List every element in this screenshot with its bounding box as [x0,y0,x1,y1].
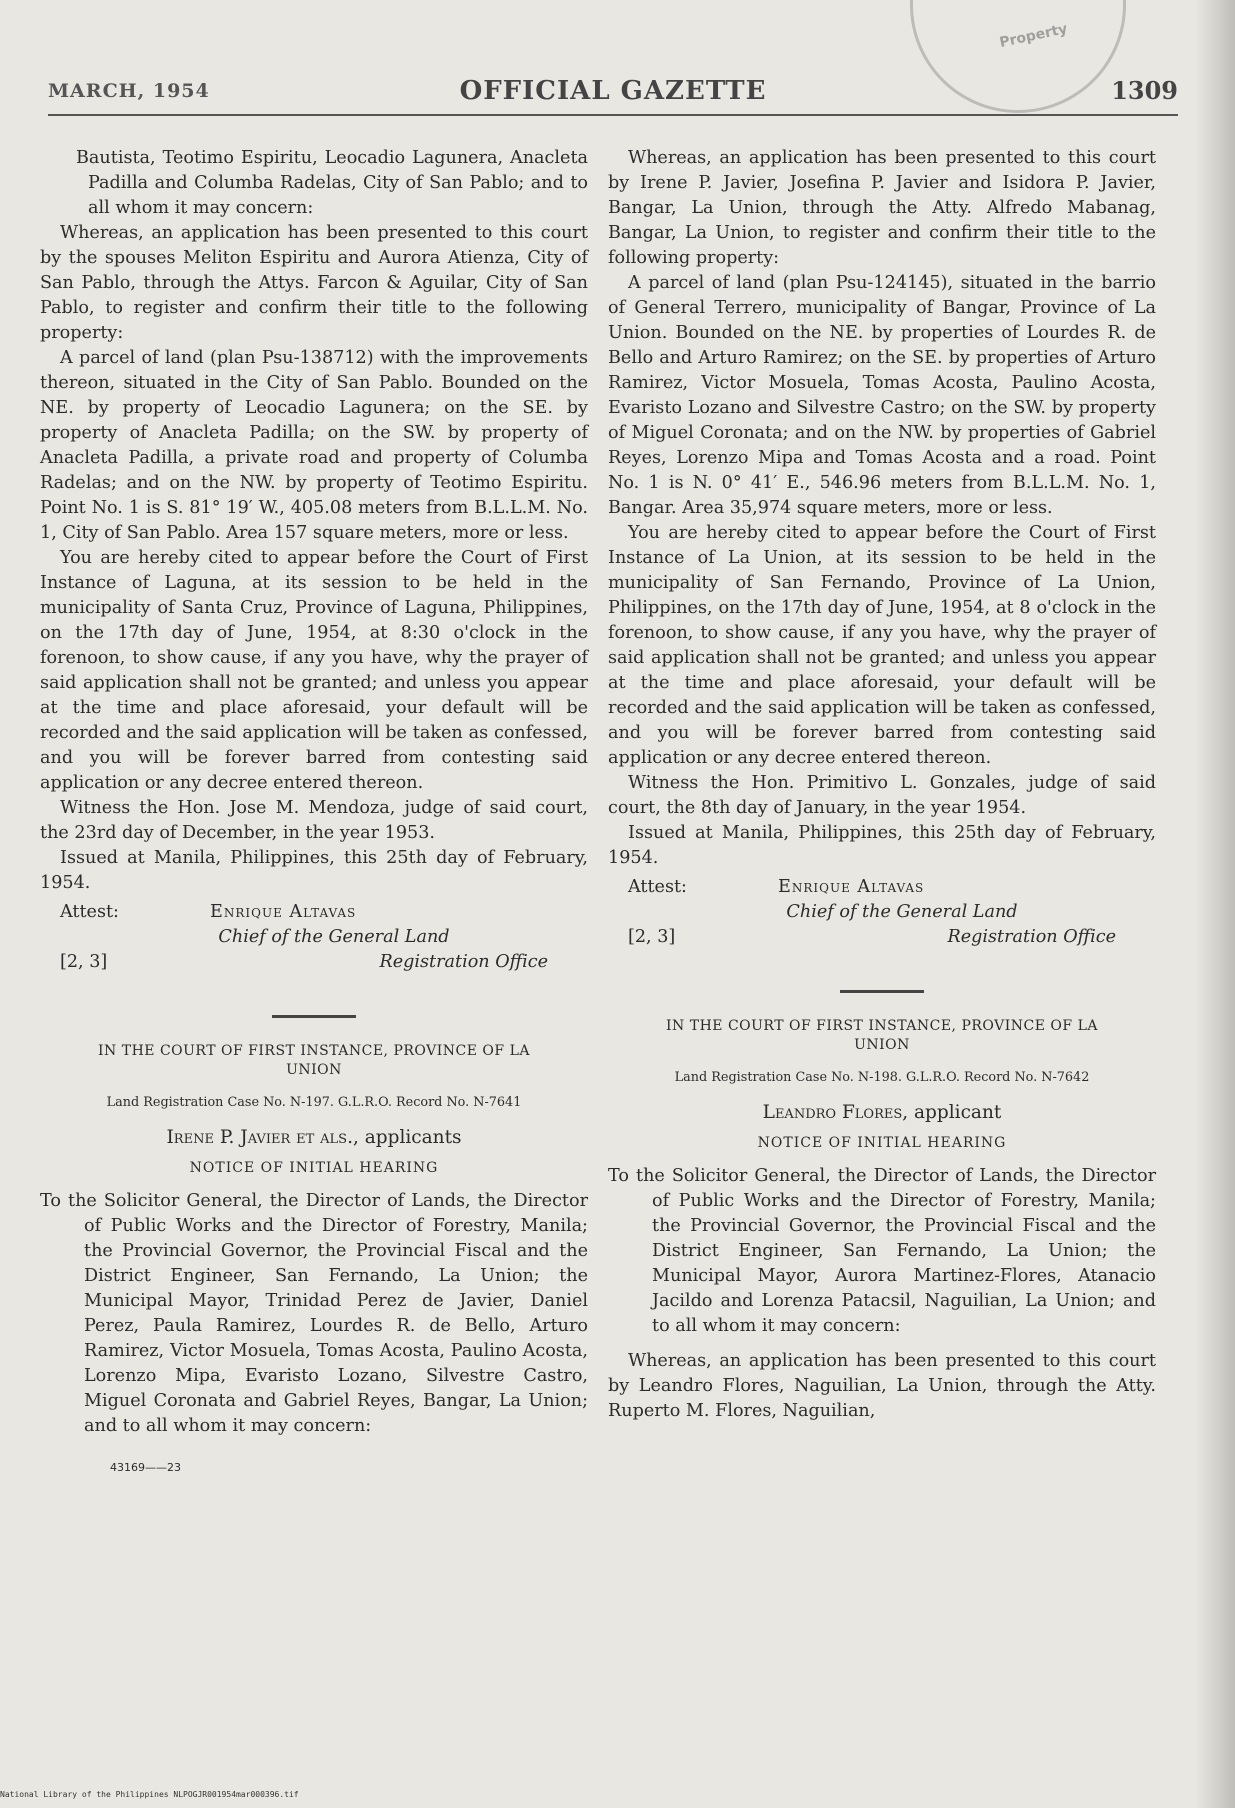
court-heading: IN THE COURT OF FIRST INSTANCE, PROVINCE OF LA UNION [98,1043,530,1078]
stamp-text: Property [998,20,1069,52]
court-heading: IN THE COURT OF FIRST INSTANCE, PROVINCE OF LA UNION [666,1018,1098,1053]
cited-paragraph: You are hereby cited to appear before the Court of First Instance of Laguna, at its session to be held in the municipality of Santa Cruz, Province of Laguna, Philippines, on the 17th day of June, 1954, at 8:30 o'clock in the forenoon, to show cause, if any you have, why the prayer of said application shall not be granted; and unless you appear at the time and place aforesaid, your default will be recorded and the said application will be taken as confessed, and you will be forever barred from contesting said application or any decree entered thereon. [40,548,588,793]
page-fold-shadow [1195,0,1235,1808]
signatory-name: Enrique Altavas [778,877,925,897]
cited-paragraph: You are hereby cited to appear before the Court of First Instance of La Union, at its session to be held in the municipality of San Fernando, Province of La Union, Philippines, on the 17th day of June, 1954, at 8 o'clock in the forenoon, to show cause, if any you have, why the prayer of said application shall not be granted; and unless you appear at the time and place aforesaid, your default will be recorded and the said application will be taken as confessed, and you will be forever barred from contesting said application or any decree entered thereon. [608,523,1156,768]
issue-numbers: [2, 3] [60,952,108,972]
applicant-line [608,1100,1156,1125]
attest-line [40,900,588,925]
witness-paragraph: Witness the Hon. Jose M. Mendoza, judge of said court, the 23rd day of December, in the year 1953. [40,798,588,843]
header-date: MARCH, 1954 [48,80,210,102]
whereas-paragraph: Whereas, an application has been presented to this court by Irene P. Javier, Josefina P. Javier and Isidora P. Javier, Bangar, La Union, through the Atty. Alfredo Mabanag, Bangar, La Union, to register and confirm their title to the following property: [608,148,1156,268]
notice-heading: NOTICE OF INITIAL HEARING [189,1160,439,1176]
applicant-name: Leandro Flores [762,1102,903,1123]
case-number: Land Registration Case No. N-198. G.L.R.O. Record No. N-7642 [674,1070,1090,1085]
applicant-name: Irene P. Javier et als. [166,1127,353,1148]
signatory-office: Registration Office [379,952,548,972]
whereas-paragraph: Whereas, an application has been presented to this court by the spouses Meliton Espiritu and Aurora Atienza, City of San Pablo, through the Attys. Farcon & Aguilar, City of San Pablo, to register and confirm their title to the following property: [40,223,588,343]
header-title: OFFICIAL GAZETTE [459,76,767,106]
attest-line [608,875,1156,900]
parcel-paragraph: A parcel of land (plan Psu-138712) with the improvements thereon, situated in the City of San Pablo. Bounded on the NE. by property of Leocadio Lagunera; on the SE. by property of Anacleta Padilla; on the SW. by property of Anacleta Padilla, a private road and property of Columba Radelas; and on the NW. by property of Teotimo Espiritu. Point No. 1 is S. 81° 19′ W., 405.08 meters from B.L.L.M. No. 1, City of San Pablo. Area 157 square meters, more or less. [40,348,588,543]
issue-numbers: [2, 3] [628,927,676,947]
addressee-paragraph: To the Solicitor General, the Director of Lands, the Director of Public Works and the Director of Forestry, Manila; the Provincial Governor, the Provincial Fiscal and the District Engineer, San Fernando, La Union; the Municipal Mayor, Aurora Martinez-Flores, Atanacio Jacildo and Lorenza Patacsil, Naguilian, La Union; and to all whom it may concern: [608,1166,1156,1336]
signatory-row [40,950,588,975]
signatory-title: Chief of the General Land [786,902,1018,922]
attest-label: Attest: [60,902,119,922]
witness-paragraph: Witness the Hon. Primitivo L. Gonzales, judge of said court, the 8th day of January, in the year 1954. [608,773,1156,818]
whereas-paragraph-2: Whereas, an application has been presented to this court by Leandro Flores, Naguilian, La Union, through the Atty. Ruperto M. Flores, Naguilian, [608,1351,1156,1421]
print-code: 43169——23 [110,1461,181,1474]
signatory-row [608,925,1156,950]
signatory-office: Registration Office [947,927,1116,947]
issued-paragraph: Issued at Manila, Philippines, this 25th day of February, 1954. [608,823,1156,868]
page-header [48,74,1178,108]
header-rule [48,114,1178,116]
addressee-paragraph: To the Solicitor General, the Director of Lands, the Director of Public Works and the Director of Forestry, Manila; the Provincial Governor, the Provincial Fiscal and the District Engineer, San Fernando, La Union; the Municipal Mayor, Trinidad Perez de Javier, Daniel Perez, Paula Ramirez, Lourdes R. de Bello, Arturo Ramirez, Victor Mosuela, Tomas Acosta, Paulino Acosta, Lorenzo Mipa, Evaristo Lozano, Silvestre Castro, Miguel Coronata and Gabriel Reyes, Bangar, La Union; and to all whom it may concern: [40,1191,588,1436]
right-column [608,146,1156,1424]
case-number: Land Registration Case No. N-197. G.L.R.O. Record No. N-7641 [106,1095,522,1110]
section-divider [840,990,924,993]
scan-credit: National Library of the Philippines NLPOGJR001954mar000396.tif [0,1790,299,1799]
attest-label: Attest: [628,877,687,897]
applicant-role: , applicants [352,1127,462,1148]
applicant-role: , applicant [902,1102,1002,1123]
left-column [40,146,588,1480]
section-divider [272,1015,356,1018]
header-page-number: 1309 [1111,76,1178,105]
notice-heading: NOTICE OF INITIAL HEARING [757,1135,1007,1151]
signatory-name: Enrique Altavas [210,902,357,922]
parcel-paragraph: A parcel of land (plan Psu-124145), situated in the barrio of General Terrero, municipality of Bangar, Province of La Union. Bounded on the NE. by properties of Lourdes R. de Bello and Arturo Ramirez; on the SE. by properties of Arturo Ramirez, Victor Mosuela, Tomas Acosta, Paulino Acosta, Evaristo Lozano and Silvestre Castro; on the SW. by property of Miguel Coronata; and on the NW. by properties of Gabriel Reyes, Lorenzo Mipa and Tomas Acosta and a road. Point No. 1 is N. 0° 41′ E., 546.96 meters from B.L.L.M. No. 1, Bangar. Area 35,974 square meters, more or less. [608,273,1156,518]
issued-paragraph: Issued at Manila, Philippines, this 25th day of February, 1954. [40,848,588,893]
applicant-line [40,1125,588,1150]
addressee-continuation: Bautista, Teotimo Espiritu, Leocadio Lagunera, Anacleta Padilla and Columba Radelas, City of San Pablo; and to all whom it may concern: [76,148,588,218]
signatory-title: Chief of the General Land [218,927,450,947]
